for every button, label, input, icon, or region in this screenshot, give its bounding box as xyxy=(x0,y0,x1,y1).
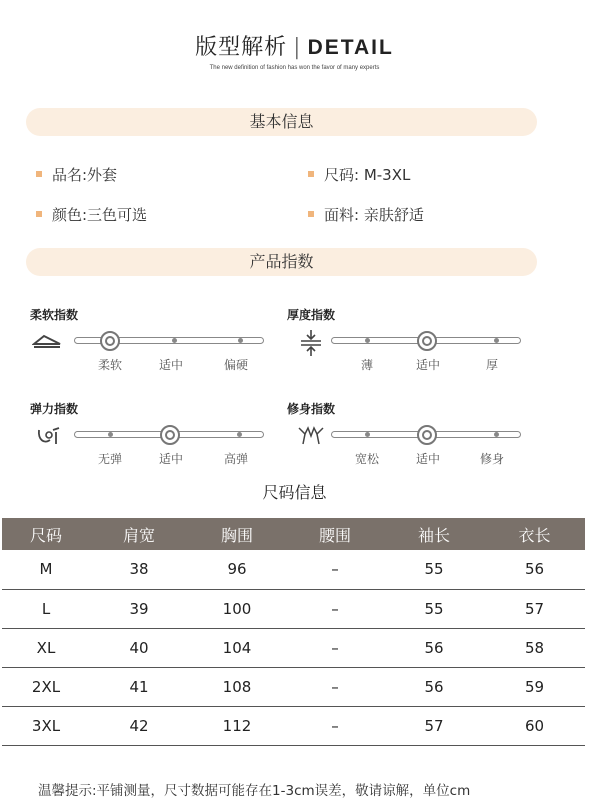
table-cell: 41 xyxy=(90,667,188,706)
table-cell: 55 xyxy=(384,550,484,589)
header xyxy=(0,30,589,71)
table-row xyxy=(2,589,585,628)
info-item-fabric: 面料: 亲肤舒适 xyxy=(308,204,424,225)
column-header: 肩宽 xyxy=(90,518,188,550)
scale-tick xyxy=(494,432,499,437)
size-info-heading: 尺码信息 xyxy=(262,483,327,502)
table-cell: 39 xyxy=(90,589,188,628)
subtitle: The new definition of fashion has won the favor of many experts xyxy=(209,65,380,71)
softness-option-label: 适中 xyxy=(158,358,183,372)
table-cell: 56 xyxy=(484,550,585,589)
column-header: 衣长 xyxy=(484,518,585,550)
size-table xyxy=(2,518,585,746)
column-header: 腰围 xyxy=(286,518,384,550)
bullet-icon xyxy=(308,171,314,177)
title-separator: | xyxy=(293,35,302,60)
table-cell: 38 xyxy=(90,550,188,589)
table-cell: – xyxy=(286,589,384,628)
scale-marker xyxy=(417,425,437,445)
softness-slider xyxy=(74,337,264,344)
table-cell: – xyxy=(286,628,384,667)
stretch-icon xyxy=(36,424,64,446)
info-item-name: 品名:外套 xyxy=(36,164,117,185)
thickness-option-label: 薄 xyxy=(360,358,373,372)
table-cell: 108 xyxy=(188,667,286,706)
table-cell: 55 xyxy=(384,589,484,628)
table-cell: M xyxy=(2,550,90,589)
table-cell: 104 xyxy=(188,628,286,667)
scale-tick xyxy=(108,432,113,437)
column-header: 尺码 xyxy=(2,518,90,550)
bullet-icon xyxy=(308,211,314,217)
scale-marker xyxy=(160,425,180,445)
table-cell: – xyxy=(286,706,384,745)
table-row xyxy=(2,667,585,706)
scale-tick xyxy=(494,338,499,343)
softness-option-label: 柔软 xyxy=(97,358,122,372)
softness-option-label: 偏硬 xyxy=(223,358,248,372)
table-cell: 60 xyxy=(484,706,585,745)
table-cell: 100 xyxy=(188,589,286,628)
thickness-option-label: 厚 xyxy=(485,358,498,372)
table-cell: XL xyxy=(2,628,90,667)
elasticity-option-label: 高弹 xyxy=(223,452,248,466)
table-cell: 3XL xyxy=(2,706,90,745)
table-cell: 57 xyxy=(384,706,484,745)
title-en: DETAIL xyxy=(307,36,394,59)
elasticity-option-label: 无弹 xyxy=(97,452,122,466)
table-cell: – xyxy=(286,550,384,589)
elasticity-index-title: 弹力指数 xyxy=(30,402,79,416)
table-cell: 112 xyxy=(188,706,286,745)
scale-tick xyxy=(172,338,177,343)
bullet-icon xyxy=(36,171,42,177)
column-header: 袖长 xyxy=(384,518,484,550)
thickness-slider xyxy=(331,337,521,344)
table-cell: 57 xyxy=(484,589,585,628)
table-cell: 56 xyxy=(384,628,484,667)
elasticity-option-label: 适中 xyxy=(158,452,183,466)
table-row xyxy=(2,706,585,745)
table-row xyxy=(2,628,585,667)
title-cn: 版型解析 xyxy=(195,35,288,60)
scale-marker xyxy=(417,331,437,351)
table-cell: 56 xyxy=(384,667,484,706)
table-cell: L xyxy=(2,589,90,628)
basic-info-heading: 基本信息 xyxy=(26,108,537,136)
elasticity-slider xyxy=(74,431,264,438)
info-item-color: 颜色:三色可选 xyxy=(36,204,147,225)
scale-tick xyxy=(238,338,243,343)
table-cell: 40 xyxy=(90,628,188,667)
fit-icon xyxy=(296,424,326,448)
scale-tick xyxy=(365,432,370,437)
table-cell: 42 xyxy=(90,706,188,745)
page-title xyxy=(0,30,589,61)
info-item-size: 尺码: M-3XL xyxy=(308,164,410,185)
fit-index-title: 修身指数 xyxy=(287,402,336,416)
product-index-heading: 产品指数 xyxy=(26,248,537,276)
table-cell: 96 xyxy=(188,550,286,589)
fit-slider xyxy=(331,431,521,438)
fit-option-label: 修身 xyxy=(479,452,504,466)
scale-marker xyxy=(100,331,120,351)
table-cell: 58 xyxy=(484,628,585,667)
thickness-icon xyxy=(298,328,324,358)
scale-tick xyxy=(365,338,370,343)
shoe-icon xyxy=(32,332,62,350)
table-cell: 2XL xyxy=(2,667,90,706)
fit-option-label: 宽松 xyxy=(354,452,379,466)
softness-index-title: 柔软指数 xyxy=(30,308,79,322)
fit-option-label: 适中 xyxy=(415,452,440,466)
table-cell: 59 xyxy=(484,667,585,706)
table-header-row xyxy=(2,518,585,550)
bullet-icon xyxy=(36,211,42,217)
column-header: 胸围 xyxy=(188,518,286,550)
measurement-note: 温馨提示:平铺测量，尺寸数据可能存在1-3cm误差，敬请谅解，单位cm xyxy=(38,783,471,799)
thickness-index-title: 厚度指数 xyxy=(287,308,336,322)
table-cell: – xyxy=(286,667,384,706)
table-row xyxy=(2,550,585,589)
thickness-option-label: 适中 xyxy=(415,358,440,372)
scale-tick xyxy=(237,432,242,437)
